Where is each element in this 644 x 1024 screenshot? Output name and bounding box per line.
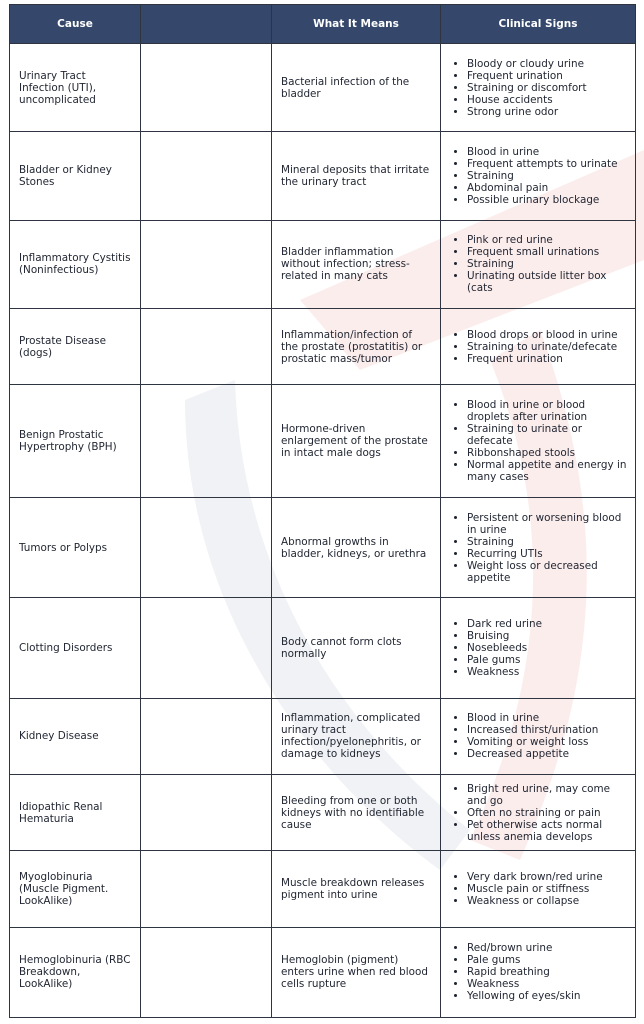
clinical-signs-cell [441,220,636,308]
header-blank [141,5,272,44]
clinical-signs-cell [441,497,636,597]
meaning-cell: Abnormal growths in bladder, kidneys, or urethra [272,497,441,597]
blank-cell [141,774,272,850]
clinical-sign-item: • Frequent urination [467,70,629,82]
cause-cell: Tumors or Polyps [10,497,141,597]
blank-cell [141,309,272,385]
table-row [10,851,636,927]
clinical-sign-item: • Pale gums [467,654,629,666]
blank-cell [141,385,272,497]
clinical-signs-list [449,58,629,118]
table-row [10,132,636,220]
table-row [10,927,636,1017]
clinical-sign-item: • Bright red urine, may come and go [467,783,629,807]
clinical-sign-item: • Blood drops or blood in urine [467,329,629,341]
table-row [10,220,636,308]
blank-cell [141,598,272,698]
table-body [10,44,636,1018]
clinical-signs-list [449,234,629,294]
clinical-sign-item: • Weakness or collapse [467,895,629,907]
meaning-cell: Inflammation/infection of the prostate (prostatitis) or prostatic mass/tumor [272,309,441,385]
clinical-signs-cell [441,132,636,220]
header-what-it-means: What It Means [272,5,441,44]
table-row [10,44,636,132]
clinical-sign-item: • Straining [467,536,629,548]
clinical-signs-list [449,942,629,1002]
blank-cell [141,698,272,774]
clinical-sign-item: • Weakness [467,978,629,990]
clinical-sign-item: • Red/brown urine [467,942,629,954]
clinical-signs-cell [441,309,636,385]
cause-cell: Prostate Disease (dogs) [10,309,141,385]
clinical-signs-cell [441,774,636,850]
causes-table [9,4,636,1018]
table-row [10,309,636,385]
clinical-sign-item: • Straining to urinate or defecate [467,423,629,447]
meaning-cell: Bacterial infection of the bladder [272,44,441,132]
clinical-signs-list [449,512,629,584]
clinical-sign-item: • Bloody or cloudy urine [467,58,629,70]
clinical-sign-item: • Possible urinary blockage [467,194,629,206]
clinical-sign-item: • Nosebleeds [467,642,629,654]
table-row [10,774,636,850]
clinical-sign-item: • Vomiting or weight loss [467,736,629,748]
blank-cell [141,220,272,308]
cause-cell: Clotting Disorders [10,598,141,698]
clinical-signs-list [449,146,629,206]
clinical-sign-item: • Urinating outside litter box (cats [467,270,629,294]
cause-cell: Myoglobinuria (Muscle Pigment. LookAlike) [10,851,141,927]
header-cause: Cause [10,5,141,44]
blank-cell [141,132,272,220]
clinical-sign-item: • Often no straining or pain [467,807,629,819]
meaning-cell: Body cannot form clots normally [272,598,441,698]
meaning-cell: Bladder inflammation without infection; stress-related in many cats [272,220,441,308]
meaning-cell: Bleeding from one or both kidneys with no identifiable cause [272,774,441,850]
clinical-signs-list [449,871,629,907]
clinical-sign-item: • Muscle pain or stiffness [467,883,629,895]
clinical-sign-item: • Blood in urine or blood droplets after urination [467,399,629,423]
blank-cell [141,497,272,597]
table-header-row [10,5,636,44]
clinical-signs-cell [441,44,636,132]
clinical-sign-item: • Straining or discomfort [467,82,629,94]
clinical-signs-cell [441,927,636,1017]
table-row [10,698,636,774]
clinical-sign-item: • Recurring UTIs [467,548,629,560]
blank-cell [141,927,272,1017]
clinical-sign-item: • Frequent attempts to urinate [467,158,629,170]
table-row [10,598,636,698]
clinical-sign-item: • Very dark brown/red urine [467,871,629,883]
meaning-cell: Mineral deposits that irritate the urinary tract [272,132,441,220]
clinical-sign-item: • Increased thirst/urination [467,724,629,736]
clinical-sign-item: • Decreased appetite [467,748,629,760]
clinical-sign-item: • Straining [467,258,629,270]
clinical-sign-item: • Weakness [467,666,629,678]
meaning-cell: Muscle breakdown releases pigment into urine [272,851,441,927]
blank-cell [141,851,272,927]
clinical-sign-item: • Persistent or worsening blood in urine [467,512,629,536]
clinical-sign-item: • Pale gums [467,954,629,966]
clinical-sign-item: • Straining to urinate/defecate [467,341,629,353]
clinical-sign-item: • Ribbonshaped stools [467,447,629,459]
cause-cell: Urinary Tract Infection (UTI), uncomplicated [10,44,141,132]
clinical-signs-cell [441,698,636,774]
clinical-sign-item: • Yellowing of eyes/skin [467,990,629,1002]
clinical-sign-item: • Abdominal pain [467,182,629,194]
clinical-signs-cell [441,598,636,698]
meaning-cell: Hemoglobin (pigment) enters urine when red blood cells rupture [272,927,441,1017]
clinical-sign-item: • Blood in urine [467,712,629,724]
clinical-sign-item: • Strong urine odor [467,106,629,118]
clinical-sign-item: • Pet otherwise acts normal unless anemia develops [467,819,629,843]
cause-cell: Benign Prostatic Hypertrophy (BPH) [10,385,141,497]
clinical-sign-item: • Bruising [467,630,629,642]
clinical-sign-item: • House accidents [467,94,629,106]
cause-cell: Inflammatory Cystitis (Noninfectious) [10,220,141,308]
clinical-signs-cell [441,851,636,927]
clinical-sign-item: • Straining [467,170,629,182]
blank-cell [141,44,272,132]
clinical-signs-cell [441,385,636,497]
clinical-sign-item: • Dark red urine [467,618,629,630]
clinical-signs-list [449,329,629,365]
clinical-sign-item: • Blood in urine [467,146,629,158]
cause-cell: Bladder or Kidney Stones [10,132,141,220]
table-row [10,497,636,597]
clinical-sign-item: • Normal appetite and energy in many cases [467,459,629,483]
clinical-sign-item: • Frequent small urinations [467,246,629,258]
clinical-sign-item: • Pink or red urine [467,234,629,246]
meaning-cell: Inflammation, complicated urinary tract infection/pyelonephritis, or damage to kidneys [272,698,441,774]
clinical-sign-item: • Frequent urination [467,353,629,365]
cause-cell: Kidney Disease [10,698,141,774]
clinical-signs-list [449,399,629,483]
clinical-signs-list [449,618,629,678]
cause-cell: Hemoglobinuria (RBC Breakdown, LookAlike) [10,927,141,1017]
clinical-sign-item: • Rapid breathing [467,966,629,978]
clinical-signs-list [449,783,629,843]
clinical-sign-item: • Weight loss or decreased appetite [467,560,629,584]
header-clinical-signs: Clinical Signs [441,5,636,44]
clinical-signs-list [449,712,629,760]
meaning-cell: Hormone-driven enlargement of the prostate in intact male dogs [272,385,441,497]
table-row [10,385,636,497]
cause-cell: Idiopathic Renal Hematuria [10,774,141,850]
